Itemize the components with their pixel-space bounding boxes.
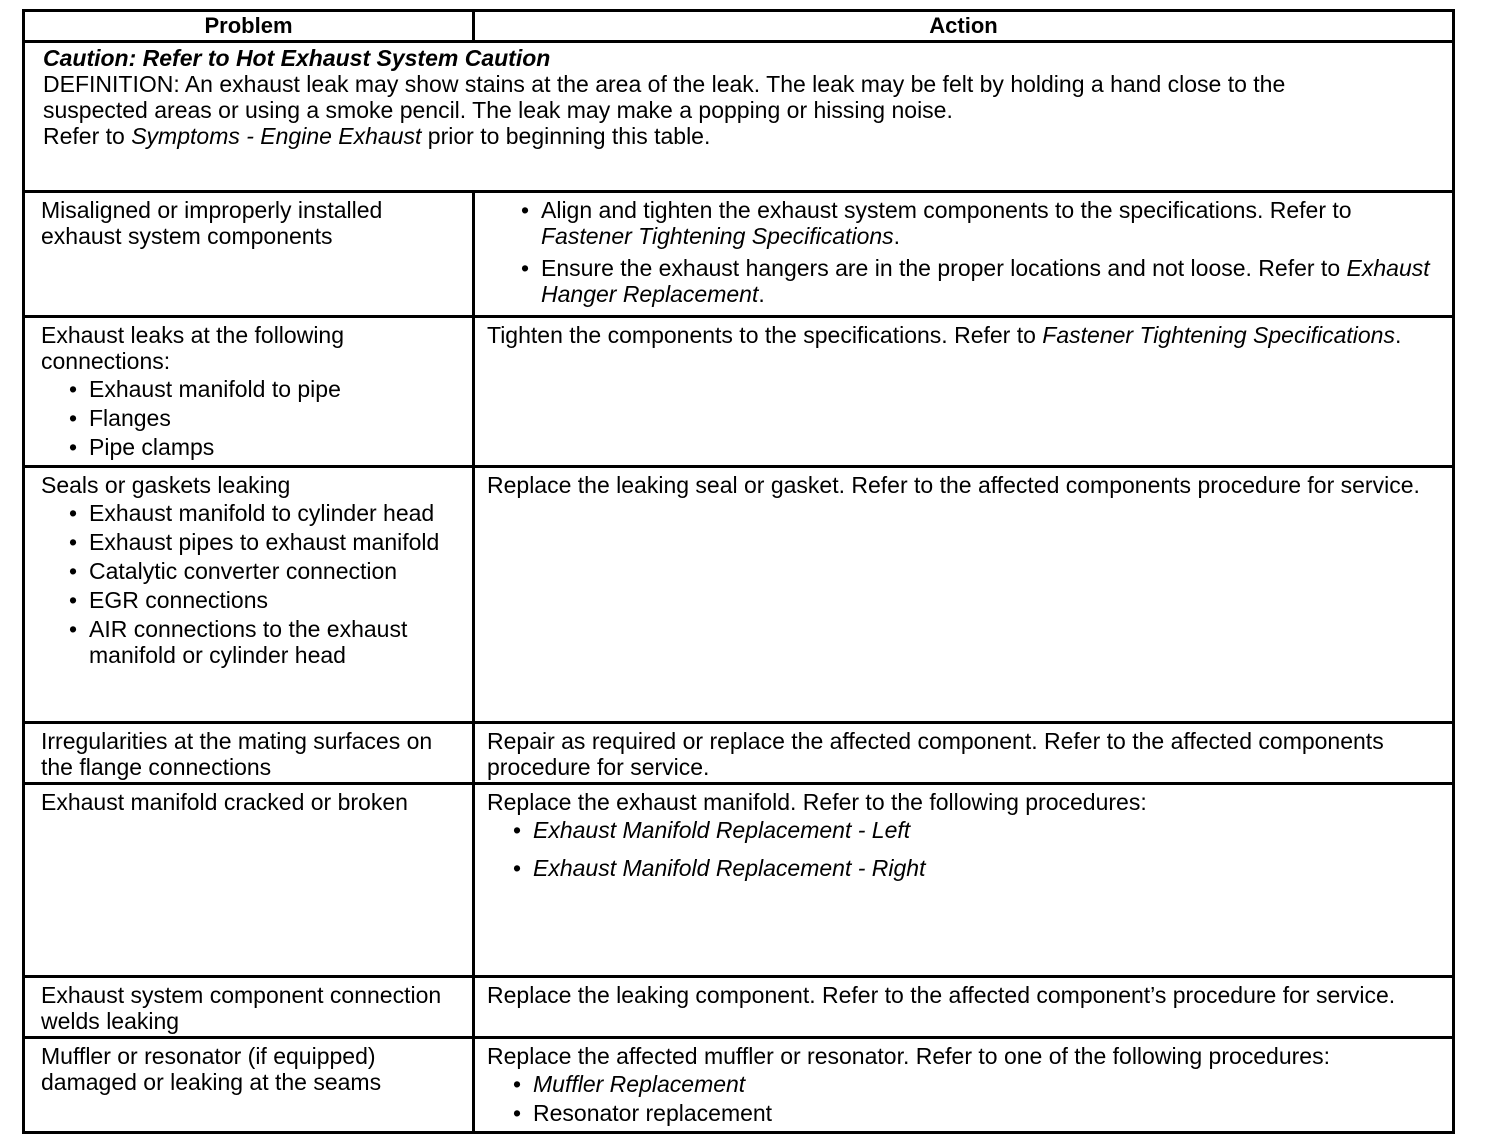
header-action: Action — [474, 11, 1454, 42]
list-item: • EGR connections — [65, 587, 462, 613]
list-item: • Exhaust manifold to cylinder head — [65, 500, 462, 526]
problem-cell — [24, 977, 474, 1038]
problem-text: Irregularities at the mating surfaces on the flange connections — [41, 728, 433, 780]
problem-list — [65, 376, 462, 460]
table-row — [24, 1038, 1454, 1133]
problem-cell — [24, 1038, 474, 1133]
definition-line-2: suspected areas or using a smoke pencil. The leak may make a popping or hissing noise. — [43, 97, 953, 123]
action-cell — [474, 467, 1454, 723]
list-item: • Catalytic converter connection — [65, 558, 462, 584]
caution-title: Caution: Refer to Hot Exhaust System Caution — [43, 45, 551, 71]
list-item: • Flanges — [65, 405, 462, 431]
problem-cell — [24, 784, 474, 977]
problem-text: Exhaust system component connection welds leaking — [41, 982, 442, 1034]
action-text: Repair as required or replace the affected component. Refer to the affected components procedure for service. — [487, 728, 1384, 780]
action-cell — [474, 317, 1454, 467]
action-text: Tighten the components to the specifications. Refer to Fastener Tightening Specifications. — [487, 322, 1402, 348]
table-row — [24, 784, 1454, 977]
list-item — [509, 855, 1442, 881]
list-item — [509, 817, 1442, 843]
action-cell — [474, 192, 1454, 317]
list-item — [509, 1071, 1442, 1097]
action-item: • Ensure the exhaust hangers are in the proper locations and not loose. Refer to Exhaust Hanger Replacement. — [517, 255, 1442, 307]
refer-prefix: Refer to — [43, 123, 132, 149]
problem-cell — [24, 723, 474, 784]
action-text: Replace the leaking seal or gasket. Refer to the affected components procedure for service. — [487, 472, 1420, 498]
table-row — [24, 192, 1454, 317]
action-cell — [474, 1038, 1454, 1133]
action-list — [517, 197, 1442, 307]
action-list — [509, 1071, 1442, 1126]
problem-list — [65, 500, 462, 668]
list-item: • Resonator replacement — [509, 1100, 1442, 1126]
problem-text: Seals or gaskets leaking — [41, 472, 291, 498]
problem-text: Exhaust leaks at the following connections: — [41, 322, 345, 374]
action-text: Replace the leaking component. Refer to the affected component’s procedure for service. — [487, 982, 1396, 1008]
refer-line — [43, 123, 1438, 149]
action-cell — [474, 977, 1454, 1038]
table-row — [24, 977, 1454, 1038]
action-list — [509, 817, 1442, 881]
problem-cell — [24, 317, 474, 467]
problem-cell — [24, 467, 474, 723]
muffler-replacement-link[interactable]: Muffler Replacement — [533, 1071, 746, 1097]
fastener-spec-link[interactable]: Fastener Tightening Specifications — [541, 223, 894, 249]
hanger-replacement-link[interactable]: Exhaust Hanger Replacement — [541, 255, 1430, 307]
diagnostic-table — [22, 9, 1455, 1134]
manifold-right-link[interactable]: Exhaust Manifold Replacement - Right — [533, 855, 926, 881]
table-row — [24, 723, 1454, 784]
list-item: • Pipe clamps — [65, 434, 462, 460]
action-text: Replace the affected muffler or resonator. Refer to one of the following procedures: — [487, 1043, 1330, 1069]
fastener-spec-link[interactable]: Fastener Tightening Specifications — [1042, 322, 1395, 348]
problem-text: Misaligned or improperly installed exhaust system components — [41, 197, 383, 249]
table-row — [24, 467, 1454, 723]
list-item: • Exhaust pipes to exhaust manifold — [65, 529, 462, 555]
list-item: • Exhaust manifold to pipe — [65, 376, 462, 402]
manifold-left-link[interactable]: Exhaust Manifold Replacement - Left — [533, 817, 911, 843]
symptoms-link[interactable]: Symptoms - Engine Exhaust — [131, 123, 422, 149]
problem-text: Muffler or resonator (if equipped) damaged or leaking at the seams — [41, 1043, 382, 1095]
definition-line-1: DEFINITION: An exhaust leak may show stains at the area of the leak. The leak may be felt by holding a hand close to the — [43, 71, 1286, 97]
action-item: • Align and tighten the exhaust system components to the specifications. Refer to Fastener Tightening Specifications. — [517, 197, 1442, 249]
problem-text: Exhaust manifold cracked or broken — [41, 789, 408, 815]
problem-cell — [24, 192, 474, 317]
refer-suffix: prior to beginning this table. — [421, 123, 711, 149]
caution-cell — [24, 42, 1454, 192]
caution-row — [24, 42, 1454, 192]
table-header-row — [24, 11, 1454, 42]
list-item: • AIR connections to the exhaust manifold or cylinder head — [65, 616, 462, 668]
table-row — [24, 317, 1454, 467]
action-cell — [474, 723, 1454, 784]
header-problem: Problem — [24, 11, 474, 42]
action-text: Replace the exhaust manifold. Refer to the following procedures: — [487, 789, 1147, 815]
action-cell — [474, 784, 1454, 977]
